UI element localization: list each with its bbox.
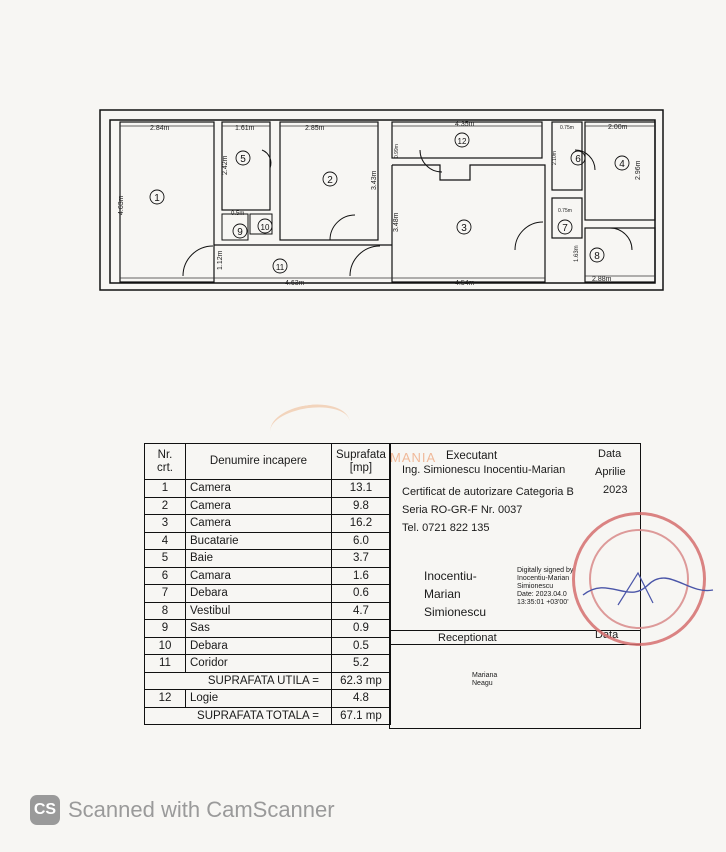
util-unit: mp	[365, 674, 382, 687]
executant-line4: Tel. 0721 822 135	[402, 522, 490, 534]
room-number-11: 11	[275, 263, 285, 272]
grand-total-row	[145, 707, 391, 725]
sig-line-4: Date: 2023.04.0	[517, 591, 567, 598]
table-row	[145, 585, 391, 603]
dim-bottom-room8: 2.88m	[592, 276, 612, 283]
dim-room12-height: 0.99m	[394, 144, 400, 158]
floor-plan	[0, 0, 726, 300]
row-name: Debara	[186, 585, 332, 603]
dim-room10-width: 0.5m	[231, 211, 245, 217]
camscanner-footer	[30, 795, 335, 825]
table-row	[145, 567, 391, 585]
handwritten-signature	[578, 565, 718, 615]
row-nr: 5	[145, 550, 186, 568]
row-nr: 3	[145, 515, 186, 533]
table-row	[145, 515, 391, 533]
table-row	[145, 532, 391, 550]
table-row	[145, 620, 391, 638]
row-area: 13.1	[332, 480, 391, 498]
table-row	[145, 550, 391, 568]
row-area: 4.8	[332, 690, 391, 708]
util-value	[332, 672, 391, 690]
receiver-name-2: Neagu	[472, 680, 493, 687]
executant-line2: Certificat de autorizare Categoria B	[402, 486, 574, 498]
signer-name-1: Inocentiu-	[424, 569, 477, 583]
util-number: 62.3	[340, 674, 363, 687]
dim-room6-height: 2.10m	[552, 151, 558, 165]
dim-room1-height: 4.63m	[118, 195, 125, 215]
room-number-1: 1	[154, 193, 160, 204]
table-header-row	[145, 444, 391, 480]
table-row	[145, 497, 391, 515]
room-number-3: 3	[461, 223, 467, 234]
row-nr: 2	[145, 497, 186, 515]
sig-line-5: 13:35:01 +03'00'	[517, 599, 569, 606]
room-number-5: 5	[240, 154, 246, 165]
dim-room5-height: 2.42m	[222, 155, 229, 175]
executant-title: Executant	[446, 450, 498, 462]
row-area: 0.9	[332, 620, 391, 638]
sig-line-2: Inocentiu-Marian	[517, 575, 570, 582]
row-area: 1.6	[332, 567, 391, 585]
digital-signature	[517, 567, 573, 607]
executant-line1: Ing. Simionescu Inocentiu-Marian	[402, 464, 566, 476]
executant-line3: Seria RO-GR-F Nr. 0037	[402, 504, 523, 516]
room-number-7: 7	[562, 223, 568, 234]
row-name: Sas	[186, 620, 332, 638]
room-number-4: 4	[619, 159, 625, 170]
row-nr: 8	[145, 602, 186, 620]
room-number-9: 9	[237, 227, 243, 238]
divider	[390, 644, 640, 645]
table-row	[145, 480, 391, 498]
dim-room6-width: 0.75m	[560, 125, 574, 131]
row-nr: 9	[145, 620, 186, 638]
row-name: Debara	[186, 637, 332, 655]
header-name: Denumire incapere	[186, 444, 332, 480]
row-area: 4.7	[332, 602, 391, 620]
signer-name	[424, 567, 486, 621]
room-number-12: 12	[457, 137, 467, 146]
dim-room1-width: 2.84m	[150, 125, 170, 132]
util-label: SUPRAFATA UTILA =	[145, 672, 332, 690]
row-name: Camera	[186, 515, 332, 533]
row-area: 3.7	[332, 550, 391, 568]
data-month: Aprilie	[595, 466, 626, 478]
dim-bottom-room3: 4.54m	[455, 280, 475, 287]
row-area: 5.2	[332, 655, 391, 673]
data-year: 2023	[603, 484, 628, 496]
dim-room12-width: 4.35m	[455, 121, 475, 128]
dim-room2-width: 2.85m	[305, 125, 325, 132]
dim-room4-height: 2.96m	[635, 160, 642, 180]
signer-name-3: Simionescu	[424, 605, 487, 619]
row-area: 16.2	[332, 515, 391, 533]
row-name: Vestibul	[186, 602, 332, 620]
receptionat-data-label: Data	[595, 629, 619, 641]
sig-line-3: Simionescu	[517, 583, 554, 590]
dim-bottom-corridor: 4.63m	[285, 280, 305, 287]
sig-line-1: Digitally signed by	[517, 567, 574, 574]
areas-table	[144, 443, 391, 725]
row-area: 9.8	[332, 497, 391, 515]
table-row	[145, 690, 391, 708]
camscanner-text: Scanned with CamScanner	[68, 797, 335, 822]
row-area: 0.6	[332, 585, 391, 603]
row-nr: 1	[145, 480, 186, 498]
receptionat-label: Receptionat	[438, 632, 497, 644]
watermark-text: MANIA	[390, 450, 437, 465]
total-label: SUPRAFATA TOTALA =	[145, 707, 332, 725]
dim-room2-height: 3.43m	[371, 170, 378, 190]
table-row	[145, 602, 391, 620]
room-number-8: 8	[594, 251, 600, 262]
dim-room5-width: 1.61m	[235, 125, 255, 132]
dim-room11-height: 1.12m	[217, 250, 224, 270]
room-number-10: 10	[260, 223, 270, 232]
dim-room4-width: 2.00m	[608, 124, 628, 131]
dim-room8-height: 1.63m	[574, 245, 580, 262]
row-name: Camera	[186, 497, 332, 515]
table-row	[145, 637, 391, 655]
table-row	[145, 655, 391, 673]
row-nr: 7	[145, 585, 186, 603]
row-name: Logie	[186, 690, 332, 708]
row-nr: 11	[145, 655, 186, 673]
row-name: Camara	[186, 567, 332, 585]
dim-room3-height: 3.48m	[393, 212, 400, 232]
row-area: 0.5	[332, 637, 391, 655]
row-name: Coridor	[186, 655, 332, 673]
header-nr: Nr. crt.	[145, 444, 186, 480]
room-number-6: 6	[575, 154, 581, 165]
dim-room7-width: 0.75m	[558, 208, 572, 214]
util-total-row	[145, 672, 391, 690]
signer-name-2: Marian	[424, 587, 461, 601]
receiver-name	[472, 672, 497, 688]
row-name: Camera	[186, 480, 332, 498]
camscanner-icon: CS	[30, 795, 60, 825]
receiver-name-1: Mariana	[472, 672, 498, 679]
row-name: Baie	[186, 550, 332, 568]
row-nr: 10	[145, 637, 186, 655]
row-name: Bucatarie	[186, 532, 332, 550]
row-area: 6.0	[332, 532, 391, 550]
row-nr: 6	[145, 567, 186, 585]
header-area: Suprafata [mp]	[332, 444, 391, 480]
total-value: 67.1 mp	[332, 707, 391, 725]
data-label: Data	[598, 448, 622, 460]
room-number-2: 2	[327, 175, 333, 186]
row-nr: 12	[145, 690, 186, 708]
row-nr: 4	[145, 532, 186, 550]
